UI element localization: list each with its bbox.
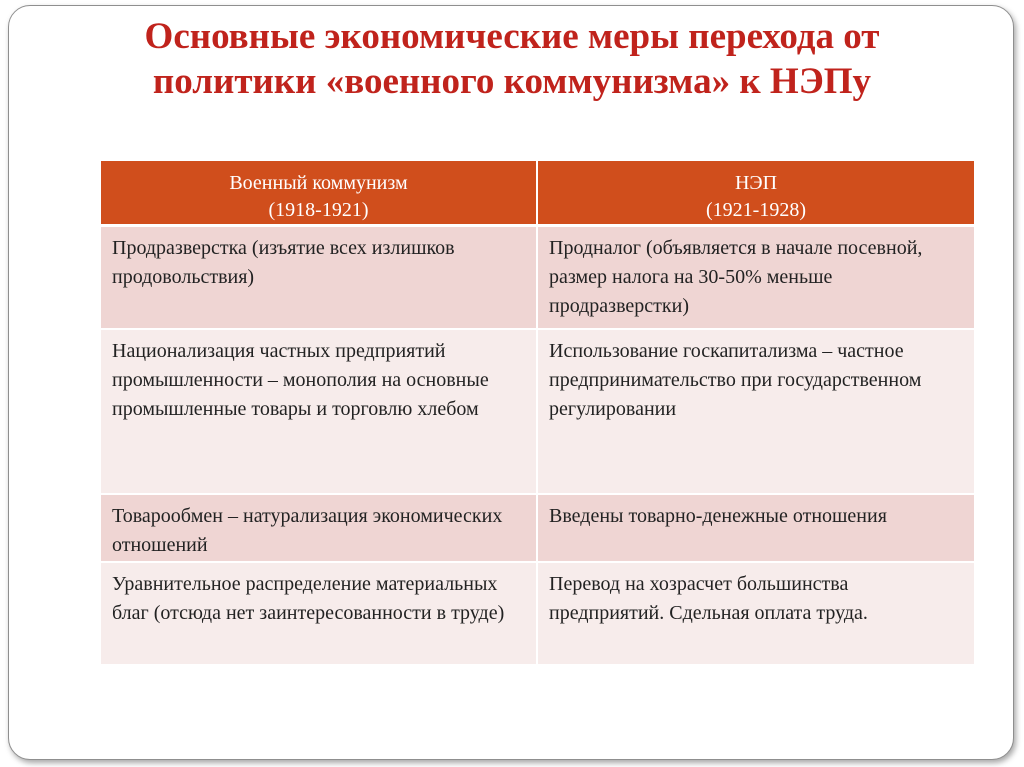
header-nep-name: НЭП (734, 172, 778, 194)
header-war-communism (101, 161, 537, 226)
cell-war-communism: Национализация частных предприятий промышленности – монополия на основные промышленные товары и торговлю хлебом (101, 329, 537, 494)
header-nep (537, 161, 974, 226)
header-nep-period: (1921-1928) (706, 199, 806, 221)
cell-nep: Продналог (объявляется в начале посевной, размер налога на 30-50% меньше продразверстки) (537, 226, 974, 329)
table-row (101, 329, 974, 494)
table-header-row (101, 161, 974, 226)
header-war-communism-name: Военный коммунизм (229, 172, 408, 194)
cell-war-communism: Уравнительное распределение материальных благ (отсюда нет заинтересованности в труде) (101, 562, 537, 665)
table-row (101, 494, 974, 562)
table-row (101, 562, 974, 665)
cell-war-communism: Продразверстка (изъятие всех излишков продовольствия) (101, 226, 537, 329)
slide-title: Основные экономические меры перехода от политики «военного коммунизма» к НЭПу (144, 16, 880, 102)
cell-nep: Перевод на хозрасчет большинства предприятий. Сдельная оплата труда. (537, 562, 974, 665)
table-row (101, 226, 974, 329)
header-war-communism-period: (1918-1921) (268, 199, 369, 221)
cell-nep: Введены товарно-денежные отношения (537, 494, 974, 562)
cell-war-communism: Товарообмен – натурализация экономических отношений (101, 494, 537, 562)
cell-nep: Использование госкапитализма – частное предпринимательство при государственном регулировании (537, 329, 974, 494)
comparison-table (101, 161, 974, 666)
